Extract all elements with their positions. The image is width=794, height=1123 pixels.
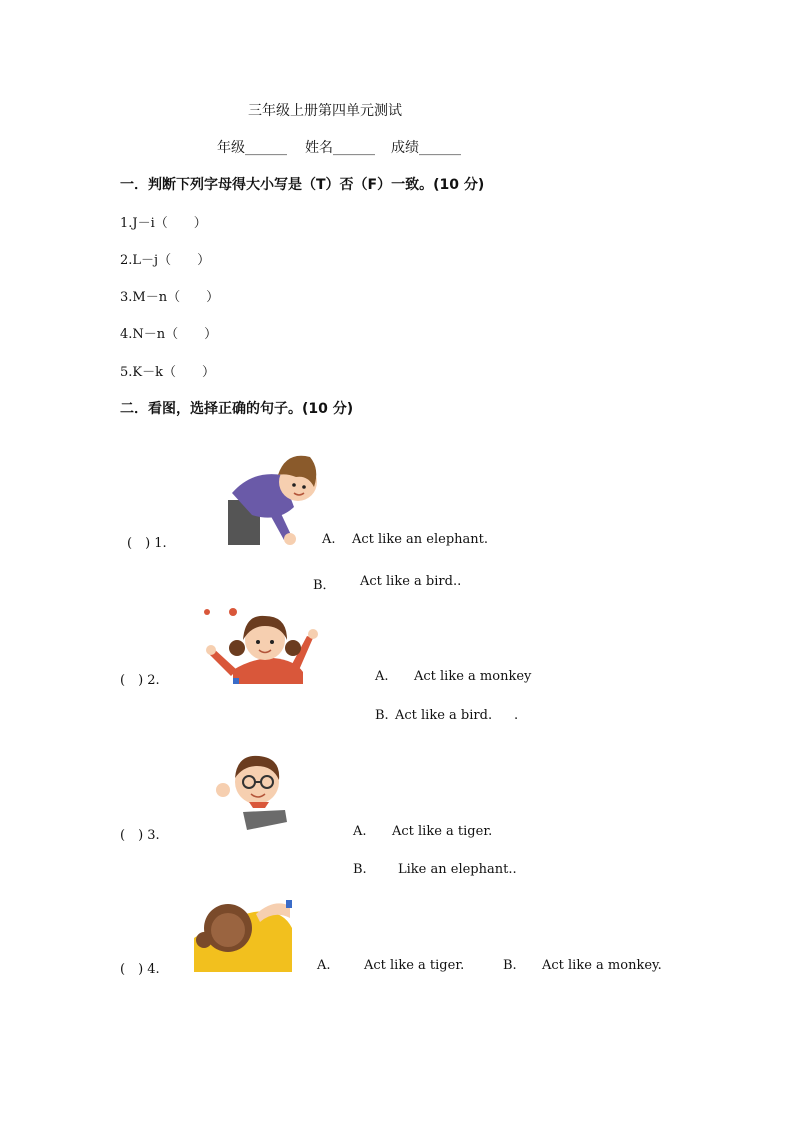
s1-item-4: 4.N－n（ ） <box>120 327 218 342</box>
score-field: 成绩______ <box>391 140 461 156</box>
q2-number: ( ) 2. <box>120 673 160 688</box>
q1-number: ( ) 1. <box>127 536 167 551</box>
q3-option-b-text: Like an elephant.. <box>398 862 517 877</box>
grade-field: 年级______ <box>217 140 287 156</box>
q3-option-a-text: Act like a tiger. <box>392 824 493 839</box>
girl-arms-up-picture <box>203 608 323 684</box>
page-title: 三年级上册第四单元测试 <box>248 103 402 119</box>
boy-bending-picture <box>222 445 322 545</box>
q1-option-a-text: Act like an elephant. <box>352 532 489 547</box>
q4-option-a-letter: A. <box>317 958 331 973</box>
q3-option-a-letter: A. <box>353 824 367 839</box>
q1-option-b-text: Act like a bird.. <box>360 574 462 589</box>
q3-option-b-letter: B. <box>353 862 367 877</box>
q2-option-a-text: Act like a monkey <box>414 669 532 684</box>
s1-item-3: 3.M－n（ ） <box>120 290 220 305</box>
q4-option-a-text: Act like a tiger. <box>364 958 465 973</box>
q4-option-b-text: Act like a monkey. <box>542 958 662 973</box>
boy-glasses-picture <box>213 750 293 834</box>
section-2-heading: 二．看图，选择正确的句子。(10 分) <box>120 401 354 417</box>
q2-option-b-text: Act like a bird. <box>395 708 493 723</box>
q1-option-a-letter: A. <box>322 532 336 547</box>
q1-option-b-letter: B． <box>313 578 336 593</box>
section-1-heading: 一．判断下列字母得大小写是（T）否（F）一致。(10 分) <box>120 177 485 193</box>
s1-item-5: 5.K－k（ ） <box>120 365 215 380</box>
q2-option-b-letter: B. <box>375 708 389 723</box>
q4-number: ( ) 4. <box>120 962 160 977</box>
q2-option-a-letter: A. <box>375 669 389 684</box>
q4-option-b-letter: B. <box>503 958 517 973</box>
s1-item-2: 2.L－j（ ） <box>120 253 211 268</box>
name-field: 姓名______ <box>305 140 375 156</box>
child-yellow-shirt-picture <box>194 898 292 972</box>
q2-option-b-trail: . <box>514 708 519 723</box>
q3-number: ( ) 3. <box>120 828 160 843</box>
s1-item-1: 1.J－i（ ） <box>120 216 207 231</box>
